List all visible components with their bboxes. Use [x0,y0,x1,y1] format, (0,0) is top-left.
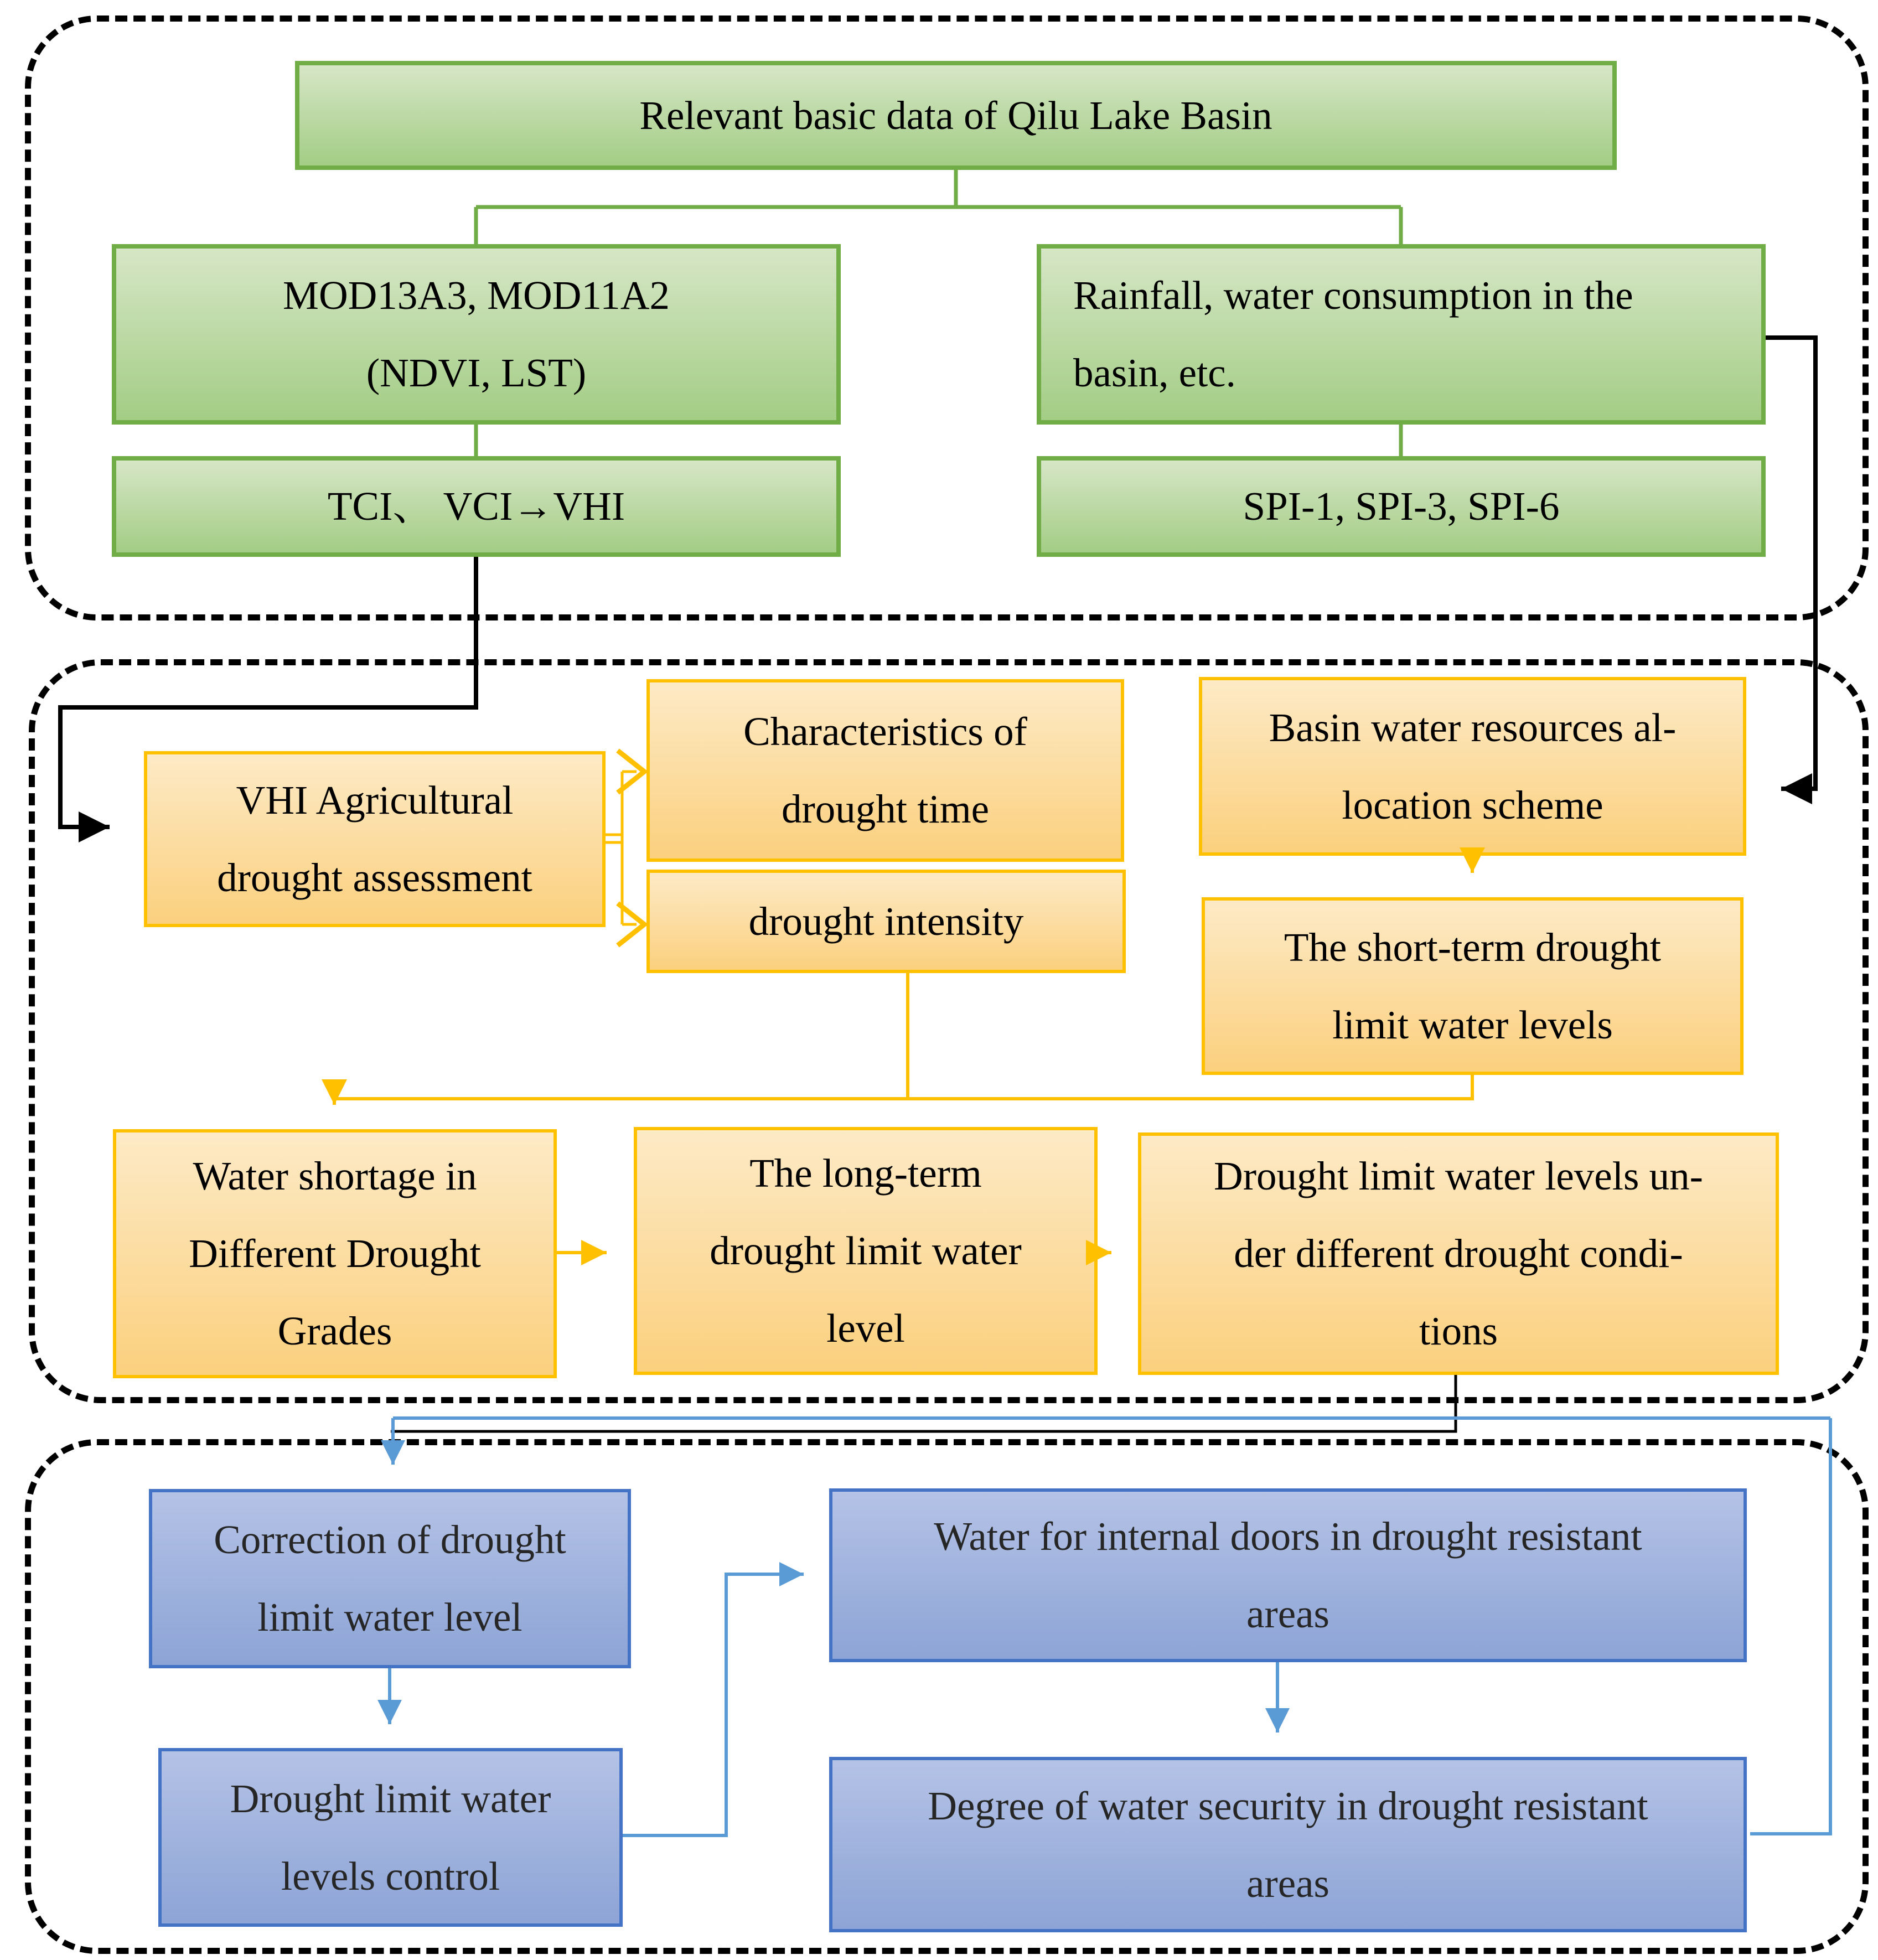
node-label: drought intensity [748,898,1024,944]
node-tci-vci-vhi [112,456,841,557]
node-label: VHI Agricultural [236,778,514,823]
node-label: Correction of drought [214,1517,566,1562]
node-label: Water for internal doors in drought resistant [934,1514,1642,1559]
node-label: Basin water resources al- [1269,705,1677,750]
node-levels-control [158,1748,623,1927]
node-limit-conditions [1138,1132,1779,1375]
node-label: The long-term [749,1151,982,1196]
node-label: Different Drought [189,1231,481,1276]
node-correction [149,1489,631,1668]
node-label: The short-term drought [1284,924,1662,970]
node-internal-doors-water [829,1488,1747,1662]
node-water-security [829,1757,1747,1932]
node-label: Characteristics of [743,709,1027,754]
node-label: Rainfall, water consumption in the [1073,273,1633,318]
node-label: MOD13A3, MOD11A2 [283,273,670,318]
node-label: areas [1246,1860,1329,1906]
node-relevant-basic-data [295,61,1617,170]
node-label: TCI、 VCI→VHI [327,484,625,529]
node-label: limit water level [257,1595,522,1640]
node-drought-time [646,679,1124,862]
node-long-term-limit [634,1127,1098,1375]
node-drought-intensity [646,870,1126,973]
node-label: Relevant basic data of Qilu Lake Basin [639,92,1272,138]
node-label: SPI-1, SPI-3, SPI-6 [1243,484,1560,529]
node-mod-products [112,244,841,425]
node-water-shortage [113,1129,557,1378]
node-label: Drought limit water [230,1776,551,1821]
node-label: areas [1246,1591,1329,1636]
node-basin-allocation [1199,677,1746,856]
node-vhi-assessment [144,751,606,927]
node-label: Drought limit water levels un- [1214,1154,1703,1198]
node-spi-indices [1037,456,1766,557]
node-label: der different drought condi- [1234,1231,1683,1276]
node-label: tions [1419,1309,1498,1353]
node-label: basin, etc. [1073,350,1236,395]
node-rainfall-consumption [1037,244,1766,425]
node-label: location scheme [1342,782,1603,828]
node-label: Water shortage in [193,1154,477,1198]
node-short-term-limit [1202,897,1744,1075]
node-label: limit water levels [1332,1002,1613,1047]
node-label: (NDVI, LST) [366,350,587,395]
node-label: drought limit water [710,1228,1022,1273]
node-label: level [826,1306,905,1351]
node-label: drought assessment [217,855,532,900]
node-label: drought time [781,787,990,831]
node-label: Grades [277,1309,392,1353]
node-label: levels control [281,1853,500,1899]
node-label: Degree of water security in drought resistant [928,1783,1648,1828]
